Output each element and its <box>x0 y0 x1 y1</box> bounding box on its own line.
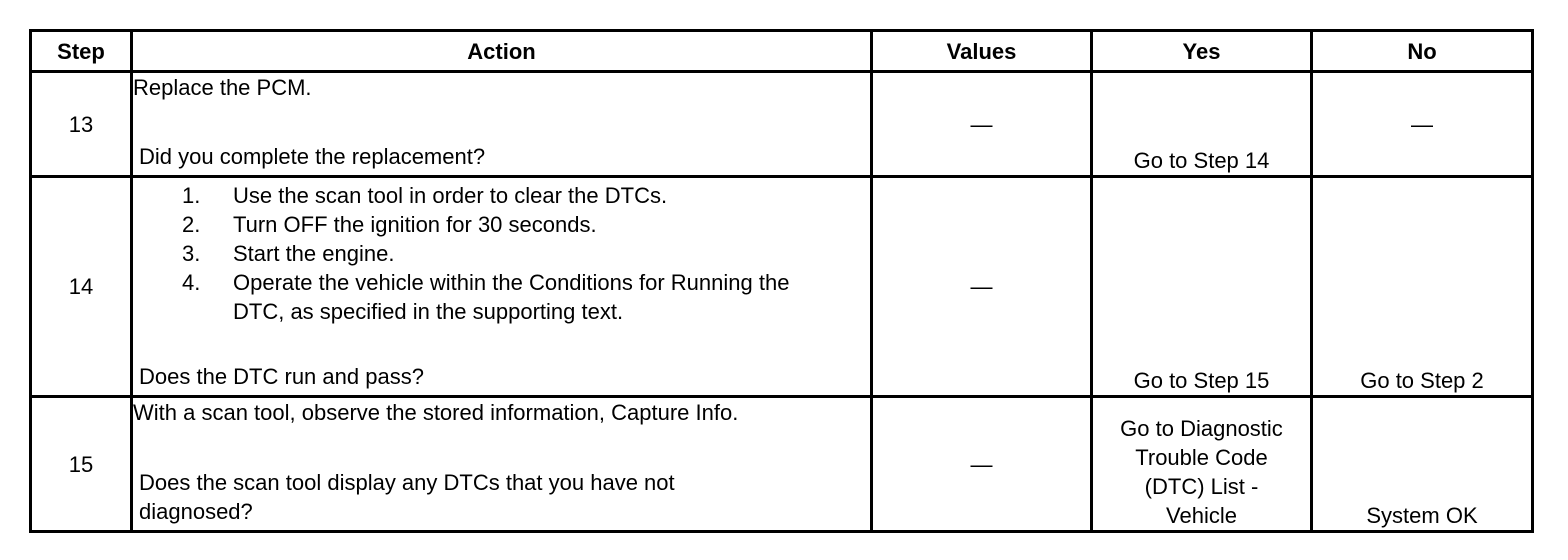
no-cell: System OK <box>1312 397 1533 532</box>
yes-cell: Go to Step 14 <box>1092 72 1312 177</box>
table-row <box>31 72 1533 177</box>
list-item-number: 2. <box>182 212 201 237</box>
list-item-text: Turn OFF the ignition for 30 seconds. <box>233 212 597 237</box>
table-row <box>31 397 1533 532</box>
step-number: 13 <box>31 72 132 177</box>
list-item-number: 4. <box>182 270 201 295</box>
diagnostic-table <box>29 29 1534 533</box>
header-no: No <box>1312 31 1533 72</box>
action-cell <box>132 177 872 397</box>
action-text: With a scan tool, observe the stored information, Capture Info. <box>133 400 739 425</box>
values-cell: — <box>872 72 1092 177</box>
action-steps-list <box>133 181 870 326</box>
yes-cell: Go to Diagnostic Trouble Code (DTC) List - Vehicle <box>1092 397 1312 532</box>
list-item <box>182 268 833 326</box>
list-item <box>182 210 870 239</box>
yes-cell: Go to Step 15 <box>1092 177 1312 397</box>
header-step: Step <box>31 31 132 72</box>
list-item-number: 3. <box>182 241 201 266</box>
header-action: Action <box>132 31 872 72</box>
action-cell <box>132 397 872 532</box>
header-row <box>31 31 1533 72</box>
action-cell <box>132 72 872 177</box>
action-text: Replace the PCM. <box>133 75 312 100</box>
list-item <box>182 239 870 268</box>
step-number: 14 <box>31 177 132 397</box>
step-number: 15 <box>31 397 132 532</box>
list-item-text: Start the engine. <box>233 241 395 266</box>
header-yes: Yes <box>1092 31 1312 72</box>
list-item-text: Operate the vehicle within the Conditions for Running the DTC, as specified in the supporting text. <box>233 270 790 324</box>
list-item-number: 1. <box>182 183 201 208</box>
no-cell: Go to Step 2 <box>1312 177 1533 397</box>
action-question: Does the DTC run and pass? <box>139 364 424 389</box>
list-item <box>182 181 870 210</box>
no-cell: — <box>1312 72 1533 177</box>
values-cell: — <box>872 397 1092 532</box>
action-question: Does the scan tool display any DTCs that you have not diagnosed? <box>139 470 675 524</box>
header-values: Values <box>872 31 1092 72</box>
list-item-text: Use the scan tool in order to clear the DTCs. <box>233 183 668 208</box>
table-row <box>31 177 1533 397</box>
values-cell: — <box>872 177 1092 397</box>
action-question: Did you complete the replacement? <box>139 144 486 169</box>
